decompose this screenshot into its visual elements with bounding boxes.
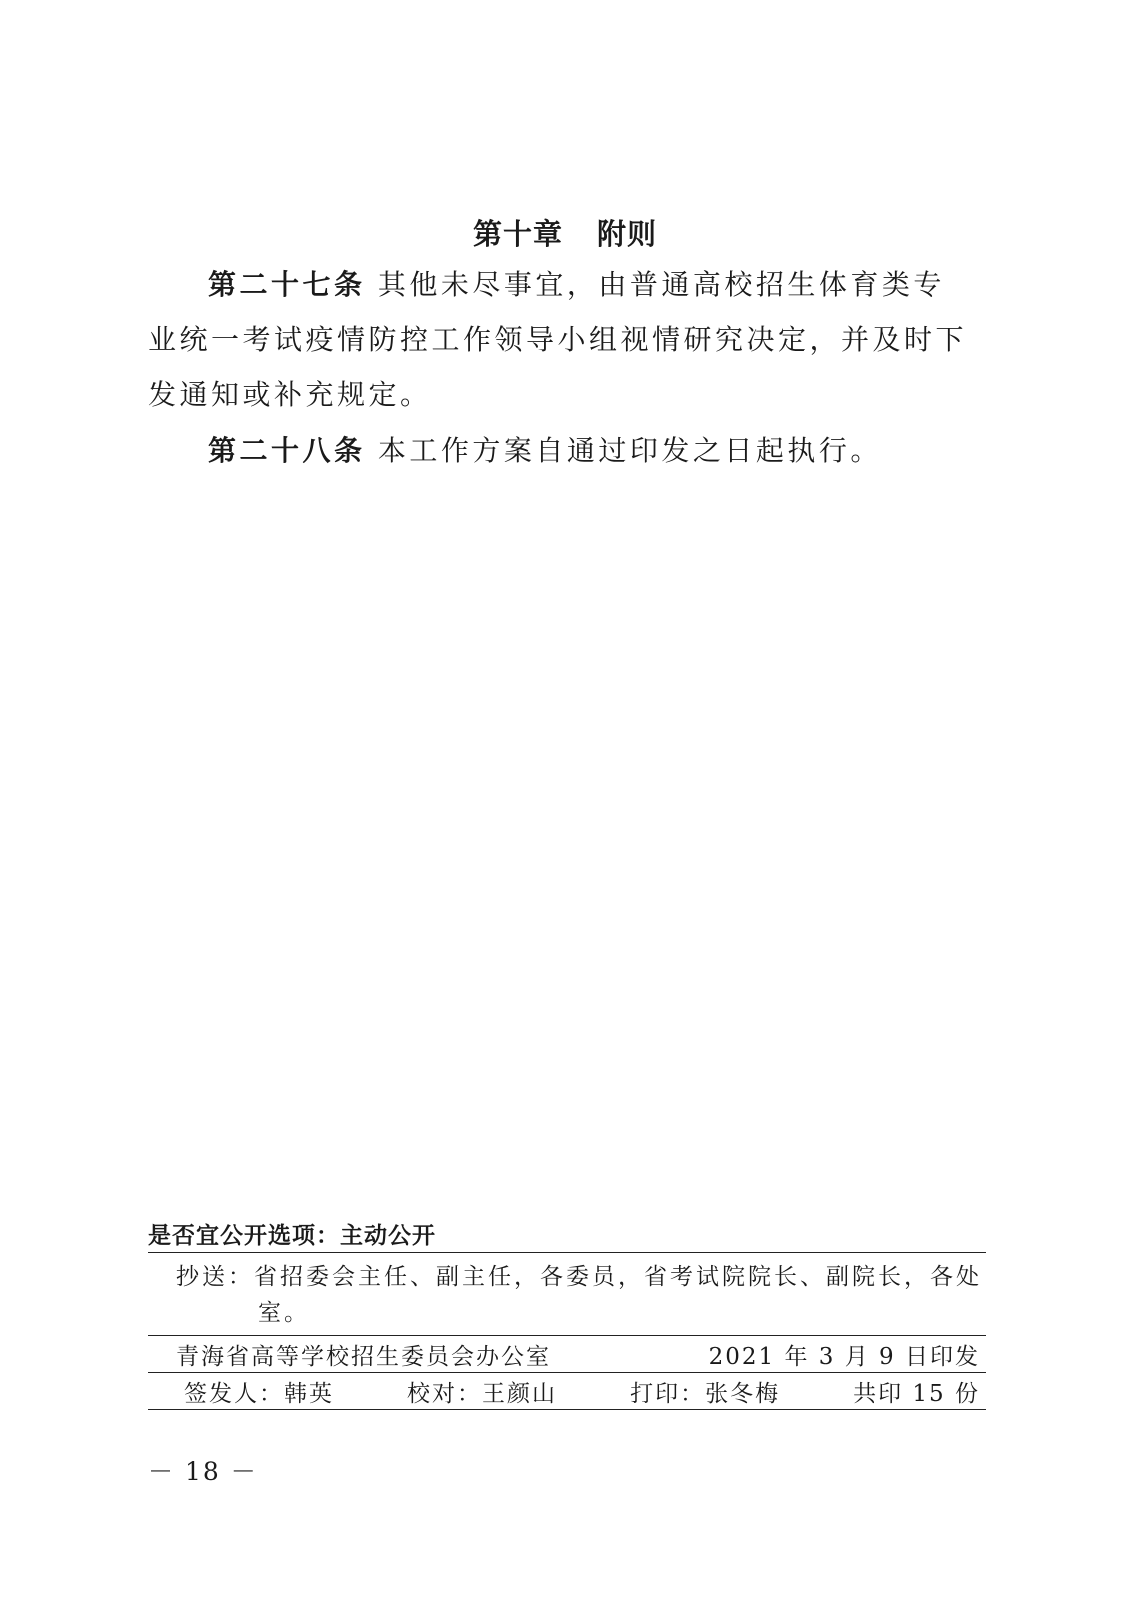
chapter-title: 附则: [597, 217, 658, 251]
article-number: 第二十七条: [208, 268, 366, 301]
chapter-number: 第十章: [472, 217, 563, 251]
printer: 打印：张冬梅: [630, 1380, 781, 1407]
cc-label: 抄送：: [176, 1264, 254, 1290]
article-text: 其他未尽事宜，由普通高校招生体育类专业统一考试疫情防控工作领导小组视情研究决定，并及时下发通知或补充规定。: [148, 268, 968, 411]
article-text: 本工作方案自通过印发之日起执行。: [377, 434, 882, 467]
proofreader: 校对：王颜山: [407, 1380, 558, 1407]
footer-divider: [148, 1409, 986, 1410]
signer: 签发人：韩英: [184, 1380, 334, 1407]
cc-recipients-continued: 室。: [258, 1300, 310, 1326]
issuer: 青海省高等学校招生委员会办公室: [176, 1343, 551, 1370]
chapter-heading: [0, 212, 1130, 253]
issue-date: 2021 年 3 月 9 日印发: [708, 1343, 980, 1370]
issuer-row: [148, 1336, 986, 1372]
page-number: － 18 －: [148, 1457, 258, 1486]
article-number: 第二十八条: [208, 434, 366, 467]
cc-list: [148, 1253, 986, 1335]
article-27: [148, 257, 968, 422]
copies: 共印 15 份: [853, 1380, 980, 1407]
disclosure-option: 是否宜公开选项：主动公开: [148, 1223, 436, 1249]
cc-recipients: 省招委会主任、副主任，各委员，省考试院院长、副院长，各处: [254, 1264, 982, 1290]
article-28: [148, 423, 968, 478]
document-footer: [148, 1220, 986, 1410]
signature-row: [148, 1373, 986, 1409]
